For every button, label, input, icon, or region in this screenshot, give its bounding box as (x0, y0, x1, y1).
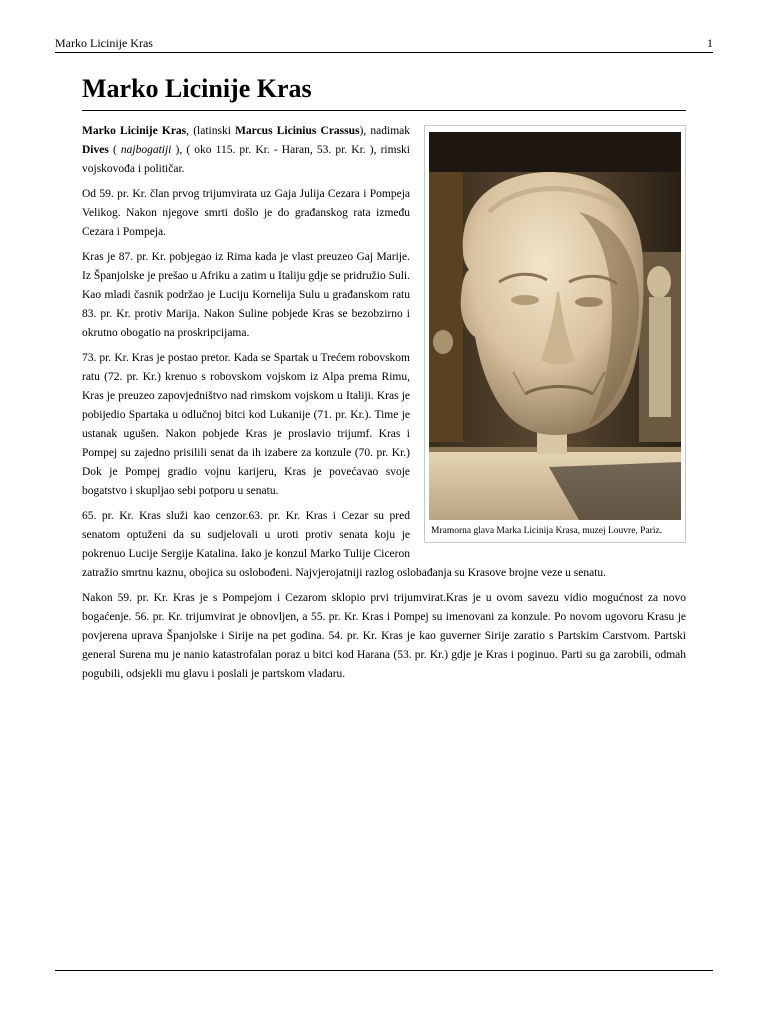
nickname: Dives (82, 144, 109, 156)
running-header (55, 36, 713, 53)
subject-name: Marko Licinije Kras (82, 125, 187, 137)
intro-text: ), ( oko 115. pr. Kr. - Haran, 53. pr. Kr. ), rimski vojskovođa i političar. (82, 144, 410, 175)
paragraph: Nakon 59. pr. Kr. Kras je s Pompejom i Cezarom sklopio prvi trijumvirat.Kras je u ovom savezu vidio mogućnost za novo bogaćenje. 56. pr. Kr. trijumvirat je obnovljen, a 55. pr. Kr. Kras i Pompej su imenovani za konzule. Po novom ugovoru Krasu je povjerena uprava Španjolske i Sirije na pet godina. 54. pr. Kr. Kras je kao guverner Sirije zaratio s Partskim Carstvom. Partski general Surena mu je nanio katastrofalan poraz u bitci kod Harana (53. pr. Kr.) gdje je Kras i poginuo. Parti su ga zarobili, odmah pogubili, odsjekli mu glavu i poslali je partskom vladaru. (82, 592, 686, 680)
intro-text: ( (108, 144, 121, 156)
intro-text: ), nadimak (359, 125, 410, 137)
paragraph: Kras je 87. pr. Kr. pobjegao iz Rima kada je vlast preuzeo Gaj Marije. Iz Španjolske je prešao u Afriku a zatim u Italiju gdje se pridružio Suli. Kao mladi časnik podržao je Luciju Kornelija Sulu u građanskom ratu 83. pr. Kr. protiv Marija. Nakon Suline pobjede Kras se bezobzirno i okrutno obogatio na proskripcijama. (82, 251, 410, 339)
figure (424, 125, 686, 543)
running-title: Marko Licinije Kras (55, 36, 153, 50)
paragraph: 65. pr. Kr. Kras služi kao cenzor.63. pr. Kr. Kras i Cezar su pred senatom optuženi da su sudjelovali u uroti protiv senata koju je pokrenuo Lucije Sergije Katalina. Iako je konzul Marko Tulije Ciceron zatražio smrtnu kaznu, obojica su oslobođeni. Najvjerojatniji razlog oslobađanja su Krasove brojne veze u senatu. (82, 510, 607, 579)
footer-rule (55, 970, 713, 971)
page-number: 1 (707, 36, 713, 50)
article-body (82, 122, 686, 690)
nickname-meaning: najbogatiji (120, 144, 172, 156)
paragraph: Od 59. pr. Kr. član prvog trijumvirata uz Gaja Julija Cezara i Pompeja Velikog. Nakon njegove smrti došlo je do građanskog rata između Cezara i Pompeja. (82, 188, 410, 238)
figure-caption: Mramorna glava Marka Licinija Krasa, muzej Louvre, Pariz. (431, 526, 663, 536)
article-title: Marko Licinije Kras (82, 72, 686, 111)
marble-head-photo (429, 132, 681, 520)
paragraph: 73. pr. Kr. Kras je postao pretor. Kada se Spartak u Trećem robovskom ratu (72. pr. Kr.) krenuo s robovskom vojskom iz Alpa prema Rimu, Kras je preuzeo zapovjedništvo nad rimskom vojskom u Italiji. Kras je pobijedio Spartaka u odlučnoj bitci kod Lukanije (71. pr. Kr.). Time je ustanak ugušen. Nakon pobjede Kras je proslavio trijumf. Kras i Pompej su zajedno prisilili senat da ih izabere za konzule (70. pr. Kr.) Dok je Pompej gradio vojnu karijeru, Kras je povećavao svoje bogatstvo i skupljao sebi potporu u senatu. (82, 352, 410, 497)
intro-text: , (latinski (186, 125, 236, 137)
latin-name: Marcus Licinius Crassus (235, 125, 360, 137)
